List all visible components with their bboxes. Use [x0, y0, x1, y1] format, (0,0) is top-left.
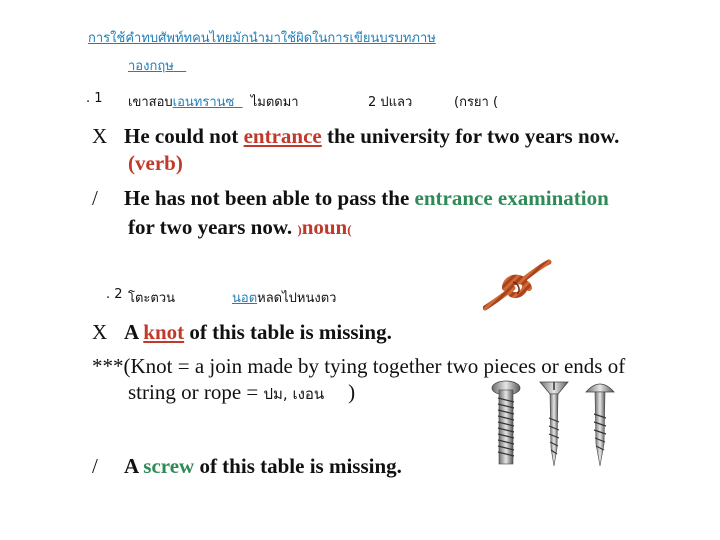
example-2-right-key: screw	[143, 454, 195, 478]
screw-icon	[470, 378, 640, 470]
example-1-right-sentence	[124, 186, 609, 211]
example-1-paren: (กรยา (	[454, 95, 499, 110]
example-1-right-pre: He has not been able to pass the	[124, 186, 410, 210]
heading-text-1: การใช้คำทบศัพท์ทคนไทยมักนำมาใช้ผิดในการเขียนบรบทภาษ	[88, 31, 436, 46]
heading-line-2	[128, 55, 186, 76]
example-2-thai-part1: โตะตวน	[128, 291, 176, 306]
example-1-pos-open: )	[297, 222, 302, 237]
example-1-pos-close: (	[347, 222, 352, 237]
knot-icon	[483, 258, 553, 314]
example-2-thai-sentence	[232, 287, 336, 308]
example-1-thai-row	[86, 91, 103, 106]
example-2-wrong-post: of this table is missing.	[189, 320, 392, 344]
example-1-right-line2-text: for two years now.	[128, 215, 293, 239]
example-1-wrong-post: the university for two years now.	[326, 124, 620, 148]
example-2-wrong-pre: A	[124, 320, 139, 344]
example-2-wrong-key: knot	[143, 320, 185, 344]
heading-line-1	[88, 27, 586, 48]
example-2-wrong-marker: X	[92, 320, 108, 344]
example-1-wrong-pre: He could not	[124, 124, 239, 148]
example-1-right-key: entrance examination	[414, 186, 609, 210]
example-1-thai-part2: ไมตดมา	[250, 95, 299, 110]
example-1-years: 2 ปแลว	[368, 95, 413, 110]
example-1-number: . 1	[86, 91, 103, 106]
example-2-wrong-sentence	[124, 320, 392, 345]
example-2-thai-link: นอต	[232, 291, 258, 306]
example-1-thai-link: เอนทรานซ	[172, 95, 235, 110]
example-2-note-thai: ปม, เงอน	[263, 385, 325, 403]
example-1-right-pos: noun	[301, 215, 348, 239]
example-1-wrong-key: entrance	[243, 124, 322, 148]
example-2-note-pre: string or rope =	[128, 380, 259, 404]
example-1-wrong-marker: X	[92, 124, 108, 148]
example-1-wrong-pos: (verb)	[128, 151, 183, 175]
example-1-right-line-2	[128, 215, 352, 240]
heading-text-2: าองกฤษ	[128, 59, 174, 74]
example-2-note-line-2	[128, 380, 355, 406]
example-2-number: . 2	[106, 287, 123, 302]
example-2-right-marker: /	[92, 454, 98, 478]
example-2-note-line-1: ***(Knot = a join made by tying together two pieces or ends of	[92, 354, 626, 378]
example-1-thai-part1: เขาสอบ	[128, 95, 173, 110]
example-1-wrong-sentence	[124, 124, 619, 149]
example-2-thai-part2: หลดไปหนงตว	[257, 291, 337, 306]
example-2-note-close: )	[348, 380, 356, 404]
example-1-thai-sentence	[128, 91, 299, 112]
example-2-right-sentence	[124, 454, 402, 479]
example-2-right-pre: A	[124, 454, 139, 478]
example-1-right-marker: /	[92, 186, 98, 210]
example-2-right-post: of this table is missing.	[199, 454, 402, 478]
